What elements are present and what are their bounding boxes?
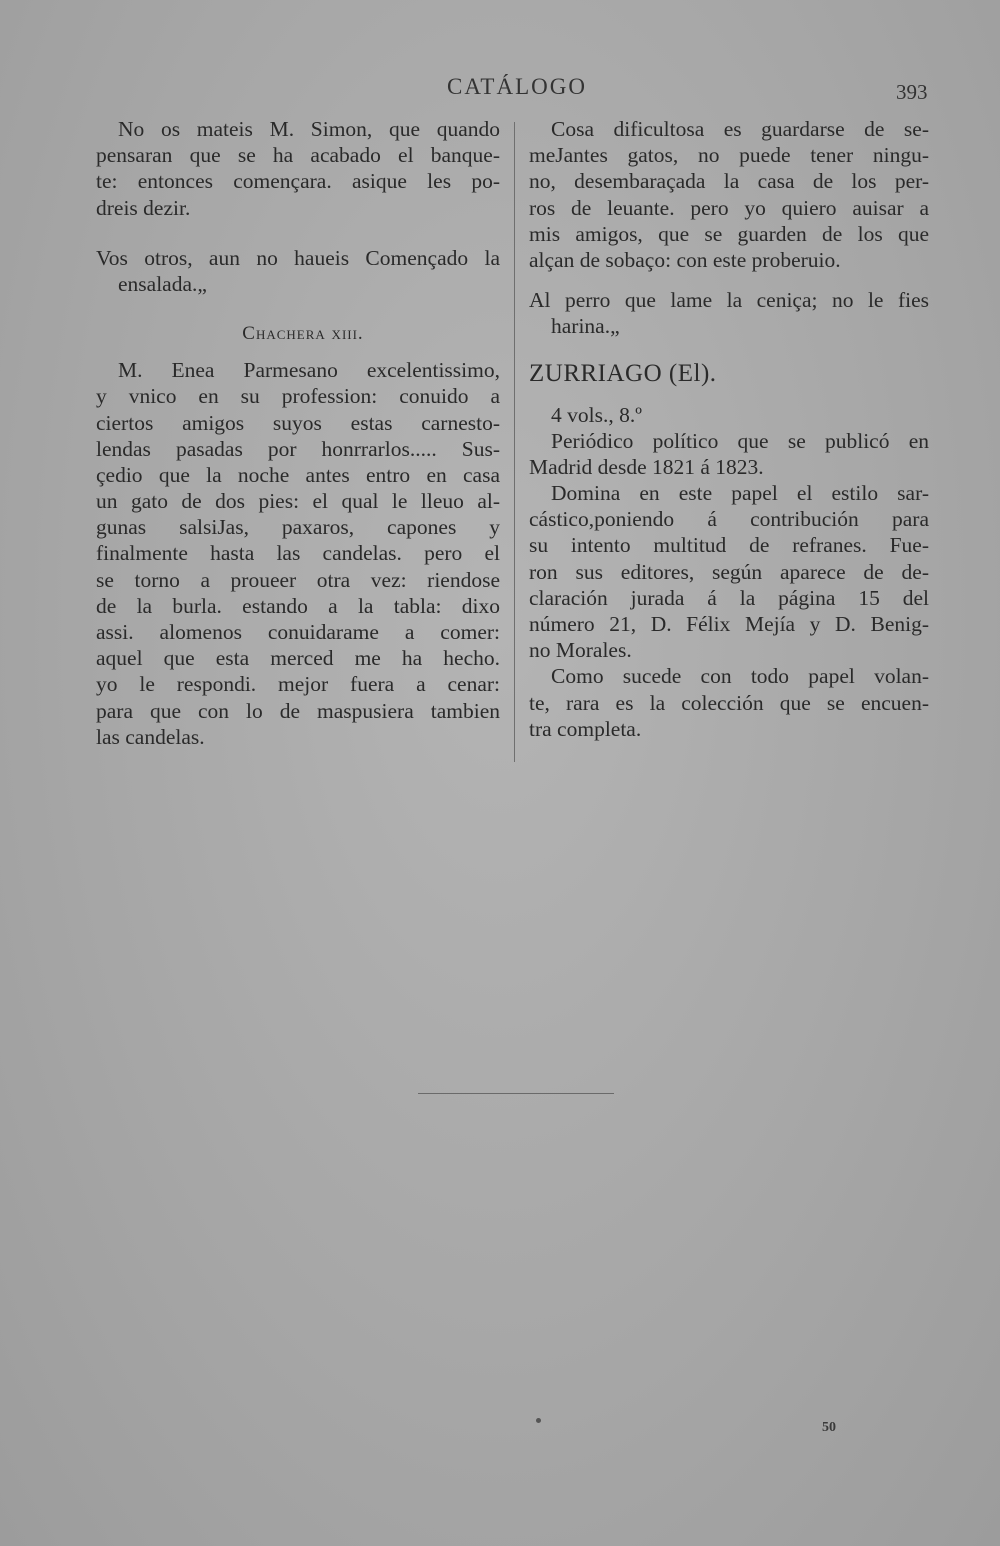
- text-line: lendas pasadas por honrrarlos..... Sus-: [96, 436, 500, 461]
- running-title: CATÁLOGO: [447, 74, 587, 99]
- paragraph: [96, 357, 500, 750]
- text-line: M. Enea Parmesano excelentissimo,: [118, 358, 500, 383]
- paragraph: [529, 428, 929, 480]
- text-line: su intento multitud de refranes. Fue-: [529, 533, 929, 558]
- paragraph: [529, 663, 929, 742]
- section-heading: Chachera xiii.: [242, 323, 364, 345]
- text-line: ron sus editores, según aparece de de-: [529, 559, 929, 584]
- text-line: finalmente hasta las candelas. pero el: [96, 541, 500, 566]
- text-line: ciertos amigos suyos estas carnesto-: [96, 410, 500, 435]
- text-line: assi. alomenos conuidarame a comer:: [96, 620, 500, 644]
- column-divider: [514, 122, 515, 762]
- text-line: gunas salsiJas, paxaros, capones y: [96, 515, 500, 540]
- text-line: Madrid desde 1821 á 1823.: [529, 454, 764, 479]
- text-line: un gato de dos pies: el qual le lleuo al-: [96, 489, 500, 514]
- text-line: tra completa.: [529, 716, 642, 741]
- entry-title: ZURRIAGO (El).: [529, 359, 717, 387]
- text-line: No os mateis M. Simon, que quando: [118, 117, 500, 141]
- text-line: mis amigos, que se guarden de los que: [529, 221, 929, 246]
- text-line: no Morales.: [529, 638, 632, 663]
- text-line: se torno a proueer otra vez: riendose: [96, 567, 500, 592]
- printer-mark: [536, 1418, 541, 1423]
- text-line: las candelas.: [96, 724, 205, 749]
- text-line: pensaran que se ha acabado el banque-: [96, 143, 500, 168]
- text-line: no, desembaraçada la casa de los per-: [529, 169, 929, 194]
- entry-format: 4 vols., 8.º: [551, 402, 642, 427]
- text-line: y vnico en su profession: conuido a: [96, 384, 500, 409]
- text-line: aquel que esta merced me ha hecho.: [96, 646, 500, 671]
- text-line: harina.„: [551, 314, 620, 339]
- signature-mark: 50: [822, 1420, 836, 1435]
- text-line: número 21, D. Félix Mejía y D. Benig-: [529, 612, 929, 636]
- paragraph: [529, 287, 929, 339]
- text-line: Periódico político que se publicó en: [551, 428, 929, 453]
- text-line: dreis dezir.: [96, 195, 191, 220]
- text-line: ros de leuante. pero yo quiero auisar a: [529, 195, 929, 220]
- text-line: te, rara es la colección que se encuen-: [529, 690, 929, 715]
- end-rule: [418, 1093, 614, 1094]
- text-line: meJantes gatos, no puede tener ningu-: [529, 143, 929, 168]
- right-column: [529, 116, 929, 742]
- text-line: Cosa dificultosa es guardarse de se-: [551, 117, 929, 141]
- left-column: [96, 116, 500, 750]
- text-line: te: entonces començara. asique les po-: [96, 169, 500, 194]
- paragraph: [96, 116, 500, 221]
- text-line: Domina en este papel el estilo sar-: [551, 481, 929, 506]
- paragraph: [529, 116, 929, 273]
- paragraph: [96, 245, 500, 297]
- page-number: 393: [896, 80, 928, 104]
- text-line: Al perro que lame la ceniça; no le fies: [529, 288, 929, 313]
- text-line: de la burla. estando a la tabla: dixo: [96, 593, 500, 618]
- text-line: cástico,poniendo á contribución para: [529, 507, 929, 532]
- text-line: Como sucede con todo papel volan-: [551, 664, 929, 689]
- text-line: Vos otros, aun no haueis Començado la: [96, 245, 500, 270]
- text-line: çedio que la noche antes entro en casa: [96, 462, 500, 487]
- text-line: yo le respondi. mejor fuera a cenar:: [96, 672, 500, 697]
- text-line: claración jurada á la página 15 del: [529, 585, 929, 610]
- text-line: alçan de sobaço: con este proberuio.: [529, 247, 841, 272]
- text-line: para que con lo de maspusiera tambien: [96, 698, 500, 723]
- paragraph: [529, 480, 929, 663]
- text-line: ensalada.„: [118, 271, 207, 296]
